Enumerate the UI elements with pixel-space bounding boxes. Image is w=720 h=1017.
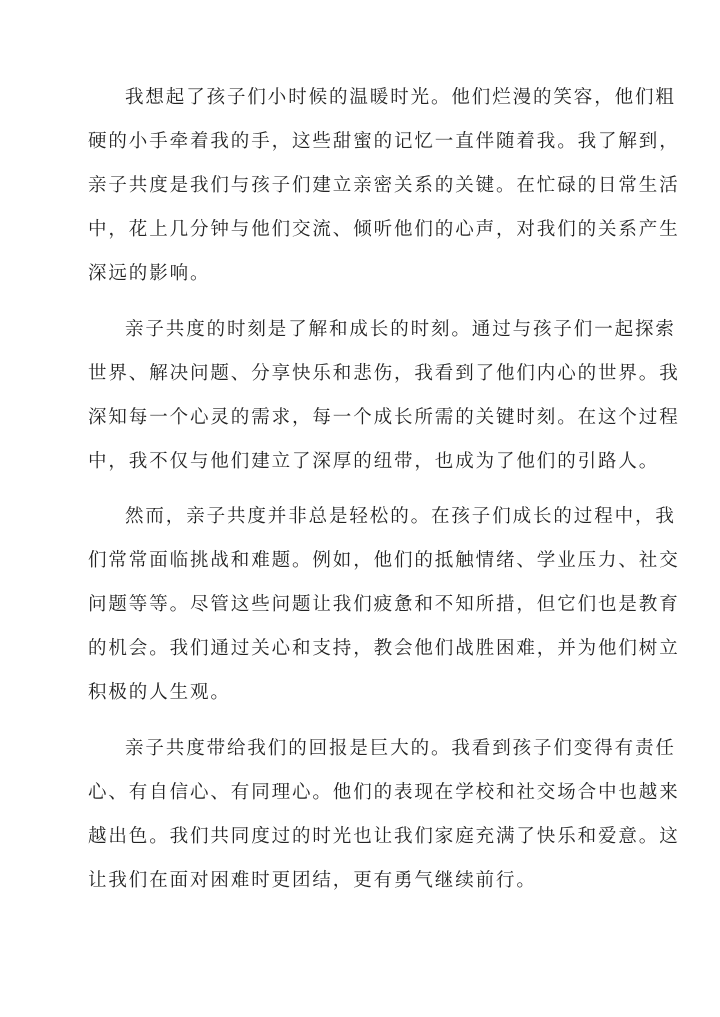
paragraph-line: 亲子共度带给我们的回报是巨大的。我看到孩子们变得有责任 xyxy=(125,738,676,759)
paragraph-line: 亲子共度的时刻是了解和成长的时刻。通过与孩子们一起探索 xyxy=(125,319,676,340)
paragraph-3 xyxy=(88,505,680,725)
paragraph-line: 积极的人生观。 xyxy=(88,682,231,703)
paragraph-line: 硬的小手牵着我的手，这些甜蜜的记忆一直伴随着我。我了解到， xyxy=(88,131,680,152)
paragraph-line: 让我们在面对困难时更团结，更有勇气继续前行。 xyxy=(88,870,537,891)
paragraph-line: 中，花上几分钟与他们交流、倾听他们的心声，对我们的关系产生 xyxy=(88,219,680,240)
paragraph-line: 我想起了孩子们小时候的温暖时光。他们烂漫的笑容，他们粗 xyxy=(125,87,676,108)
paragraph-line: 亲子共度是我们与孩子们建立亲密关系的关键。在忙碌的日常生活 xyxy=(88,175,680,196)
paragraph-line: 问题等等。尽管这些问题让我们疲惫和不知所措，但它们也是教育 xyxy=(88,594,680,615)
paragraph-line: 越出色。我们共同度过的时光也让我们家庭充满了快乐和爱意。这 xyxy=(88,826,680,847)
paragraph-4 xyxy=(88,737,680,913)
paragraph-1 xyxy=(88,86,680,306)
paragraph-line: 深知每一个心灵的需求，每一个成长所需的关键时刻。在这个过程 xyxy=(88,407,680,428)
paragraph-line: 世界、解决问题、分享快乐和悲伤，我看到了他们内心的世界。我 xyxy=(88,363,680,384)
paragraph-line: 深远的影响。 xyxy=(88,263,211,284)
paragraph-line: 的机会。我们通过关心和支持，教会他们战胜困难，并为他们树立 xyxy=(88,638,680,659)
paragraph-line: 心、有自信心、有同理心。他们的表现在学校和社交场合中也越来 xyxy=(88,782,680,803)
paragraph-2 xyxy=(88,318,680,494)
paragraph-line: 中，我不仅与他们建立了深厚的纽带，也成为了他们的引路人。 xyxy=(88,451,660,472)
paragraph-line: 们常常面临挑战和难题。例如，他们的抵触情绪、学业压力、社交 xyxy=(88,550,680,571)
paragraph-line: 然而，亲子共度并非总是轻松的。在孩子们成长的过程中，我 xyxy=(125,506,676,527)
